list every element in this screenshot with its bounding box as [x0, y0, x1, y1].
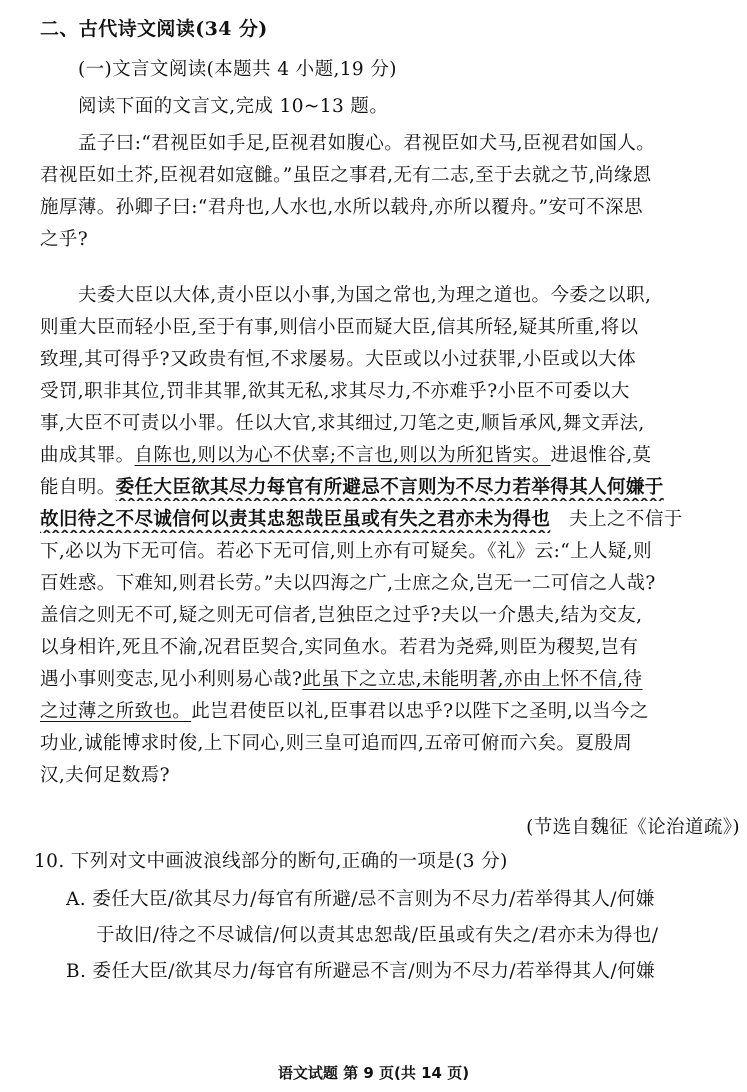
passage-line: 施厚薄。孙卿子曰:“君舟也,人水也,水所以载舟,亦所以覆舟。”安可不深思 — [40, 197, 643, 218]
subsection-title: (一)文言文阅读(本题共 4 小题,19 分) — [78, 59, 397, 80]
passage-line: 汉,夫何足数焉? — [40, 765, 170, 786]
passage-line: 盖信之则无不可,疑之则无可信者,岂独臣之过乎?夫以一介愚夫,结为交友, — [40, 605, 643, 626]
passage-line — [40, 443, 740, 469]
passage-text: 能自明。 — [40, 477, 116, 498]
passage-text: 进退惟谷,莫 — [550, 445, 652, 466]
passage-text: 遇小事则变志,见小利则易心哉? — [40, 669, 303, 690]
underlined-sentence: 此虽下之立忠,未能明著,亦由上怀不信,待 — [302, 669, 643, 690]
passage-line: 受罚,职非其位,罚非其罪,欲其无私,求其尽力,不亦难乎?小臣不可委以大 — [40, 381, 630, 402]
option-b: B. 委任大臣/欲其尽力/每官有所避忌不言/则为不尽力/若举得其人/何嫌 — [66, 961, 655, 982]
passage-text: 夫上之不信于 — [569, 509, 683, 530]
wavy-underlined-text: 故旧待之不尽诚信何以责其忠恕哉臣虽或有失之君亦未为得也 — [40, 509, 551, 530]
passage-line: 孟子曰:“君视臣如手足,臣视君如腹心。君视臣如犬马,臣视君如国人。 — [78, 133, 656, 154]
underlined-sentence: 自陈也,则以为心不伏辜;不言也,则以为所犯皆实。 — [134, 445, 551, 466]
passage-line — [40, 667, 740, 693]
passage-line: 功业,诚能博求时俊,上下同心,则三皇可追而四,五帝可俯而六矣。夏殷周 — [40, 733, 633, 754]
passage-line: 下,必以为下无可信。若必下无可信,则上亦有可疑矣。《礼》云:“上人疑,则 — [40, 541, 652, 562]
passage-line: 君视臣如土芥,臣视君如寇雠。”虽臣之事君,无有二志,至于去就之节,尚缘恩 — [40, 165, 652, 186]
passage-line: 百姓惑。下难知,则君长劳。”夫以四海之广,士庶之众,岂无一二可信之人哉? — [40, 573, 656, 594]
passage-line: 事,大臣不可责以小罪。任以大官,求其细过,刀笔之吏,顺旨承风,舞文弄法, — [40, 413, 645, 434]
question-stem: 10. 下列对文中画波浪线部分的断句,正确的一项是(3 分) — [34, 851, 508, 872]
passage-line: 夫委大臣以大体,责小臣以小事,为国之常也,为理之道也。今委之以职, — [78, 285, 652, 306]
instruction: 阅读下面的文言文,完成 10~13 题。 — [78, 96, 389, 117]
option-a: A. 委任大臣/欲其尽力/每官有所避/忌不言则为不尽力/若举得其人/何嫌 — [66, 889, 655, 910]
source-citation: (节选自魏征《论治道疏》) — [526, 817, 740, 838]
passage-line — [40, 475, 740, 501]
underlined-sentence: 之过薄之所致也。 — [40, 701, 192, 722]
wavy-underlined-text: 委任大臣欲其尽力每官有所避忌不言则为不尽力若举得其人何嫌于 — [115, 477, 664, 498]
passage-line: 则重大臣而轻小臣,至于有事,则信小臣而疑大臣,信其所轻,疑其所重,将以 — [40, 317, 639, 338]
section-title: 二、古代诗文阅读(34 分) — [40, 18, 268, 40]
passage-line — [40, 699, 740, 725]
passage-line: 以身相许,死且不渝,况君臣契合,实同鱼水。若君为尧舜,则臣为稷契,岂有 — [40, 637, 639, 658]
passage-line: 致理,其可得乎?又政贵有恒,不求屡易。大臣或以小过获罪,小臣或以大体 — [40, 349, 637, 370]
passage-text: 曲成其罪。 — [40, 445, 135, 466]
passage-text: 此岂君使臣以礼,臣事君以忠乎?以陛下之圣明,以当今之 — [191, 701, 649, 722]
passage-line: 之乎? — [40, 229, 89, 250]
page-footer: 语文试题 第 9 页(共 14 页) — [277, 1064, 470, 1082]
passage-line — [40, 507, 740, 533]
option-a-continued: 于故旧/待之不尽诚信/何以责其忠恕哉/臣虽或有失之/君亦未为得也/ — [96, 925, 659, 946]
